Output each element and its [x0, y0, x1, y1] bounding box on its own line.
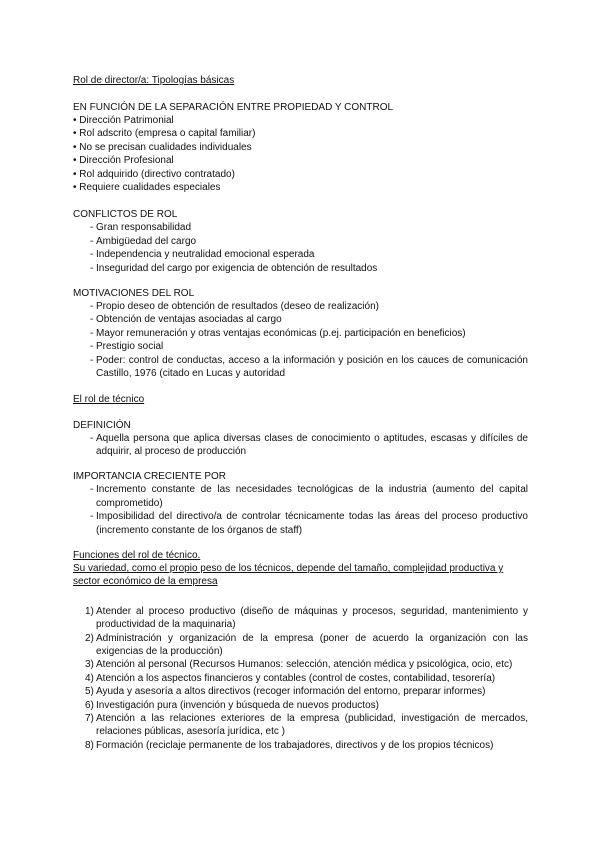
separacion-item: • No se precisan cualidades individuales	[73, 141, 252, 153]
definicion-list	[73, 432, 528, 459]
list-item	[73, 327, 528, 340]
list-item	[73, 632, 528, 659]
document-page	[73, 74, 528, 752]
separacion-item: • Rol adquirido (directivo contratado)	[73, 168, 235, 180]
list-item-text: Ambigüedad del cargo	[96, 235, 197, 247]
dash-marker: -	[90, 301, 94, 313]
list-item	[73, 235, 528, 248]
list-item	[73, 262, 528, 275]
funciones-heading: Funciones del rol de técnico.	[73, 549, 201, 561]
list-item	[73, 699, 528, 712]
list-item	[73, 354, 528, 381]
conflictos-section	[73, 208, 528, 275]
section-title-tecnico: El rol de técnico	[73, 393, 145, 405]
funciones-section	[73, 549, 528, 752]
separacion-item: • Dirección Patrimonial	[73, 115, 174, 126]
list-item	[73, 248, 528, 261]
list-item-text: Incremento constante de las necesidades tecnológicas de la industria (aumento del capital comprometido)	[96, 484, 528, 509]
list-item-text: Ayuda y asesoría a altos directivos (recoger información del entorno, preparar informes)	[96, 686, 486, 698]
separacion-item: • Requiere cualidades especiales	[73, 182, 221, 194]
list-item	[73, 658, 528, 671]
list-item-text: Propio deseo de obtención de resultados (deseo de realización)	[96, 301, 379, 313]
motivaciones-list	[73, 300, 528, 380]
list-number: 7)	[85, 713, 94, 724]
importancia-section	[73, 470, 528, 537]
list-item	[73, 510, 528, 537]
separacion-heading: EN FUNCIÓN DE LA SEPARACIÓN ENTRE PROPIEDAD Y CONTROL	[73, 102, 394, 113]
list-item-text: Imposibilidad del directivo/a de controlar técnicamente todas las áreas del proceso productivo (incremento constante de los órganos de staff)	[96, 511, 528, 536]
list-item-text: Atención a los aspectos financieros y contables (control de costes, contabilidad, tesorería)	[96, 672, 496, 684]
definicion-heading: DEFINICIÓN	[73, 419, 131, 431]
importancia-list	[73, 483, 528, 537]
list-item	[73, 340, 528, 353]
list-item	[73, 685, 528, 698]
list-number: 3)	[85, 659, 94, 671]
list-item	[73, 483, 528, 510]
dash-marker: -	[90, 262, 94, 274]
motivaciones-heading: MOTIVACIONES DEL ROL	[73, 288, 195, 300]
list-item	[73, 712, 528, 739]
list-item-text: Atender al proceso productivo (diseño de máquinas y procesos, seguridad, mantenimiento y productividad de la maquinaria)	[96, 605, 528, 631]
dash-marker: -	[90, 354, 94, 366]
funciones-list	[73, 605, 528, 752]
dash-marker: -	[90, 341, 94, 353]
list-item	[73, 300, 528, 313]
dash-marker: -	[90, 432, 94, 444]
list-item	[73, 313, 528, 326]
list-item-text: Obtención de ventajas asociadas al cargo	[96, 314, 282, 326]
dash-marker: -	[90, 222, 94, 234]
separacion-item: • Rol adscrito (empresa o capital familiar)	[73, 128, 256, 140]
dash-marker: -	[90, 314, 94, 326]
funciones-subheading: Su variedad, como el propio peso de los técnicos, depende del tamaño, complejidad productiva y sector económico de la empresa	[73, 562, 504, 588]
list-item-text: Formación (reciclaje permanente de los trabajadores, directivos y de los propios técnicos)	[96, 739, 494, 751]
conflictos-heading: CONFLICTOS DE ROL	[73, 209, 178, 221]
list-item-text: Inseguridad del cargo por exigencia de obtención de resultados	[96, 262, 378, 274]
dash-marker: -	[90, 327, 94, 339]
definicion-section	[73, 419, 528, 459]
list-item-text: Prestigio social	[96, 341, 164, 353]
list-number: 6)	[85, 699, 94, 711]
conflictos-list	[73, 221, 528, 275]
motivaciones-section	[73, 287, 528, 380]
section-title-director: Rol de director/a: Tipologías básicas	[73, 75, 235, 86]
list-item-text: Gran responsabilidad	[96, 222, 192, 234]
list-item-text: Independencia y neutralidad emocional esperada	[96, 249, 315, 261]
list-item-text: Investigación pura (invención y búsqueda de nuevos productos)	[96, 699, 379, 711]
list-item	[73, 672, 528, 685]
list-item-text: Administración y organización de la empresa (poner de acuerdo la organización con las exigencias de la producción)	[96, 632, 528, 657]
list-number: 1)	[85, 605, 94, 617]
list-item	[73, 432, 528, 459]
list-item-text: Poder: control de conductas, acceso a la información y posición en los cauces de comunicación Castillo, 1976 (citado en Lucas y autoridad	[96, 354, 528, 380]
separacion-section	[73, 101, 528, 194]
list-number: 2)	[85, 632, 94, 644]
importancia-heading: IMPORTANCIA CRECIENTE POR	[73, 471, 226, 483]
separacion-item: • Dirección Profesional	[73, 155, 174, 167]
list-number: 4)	[85, 672, 94, 684]
list-item	[73, 605, 528, 632]
list-item	[73, 739, 528, 752]
list-number: 8)	[85, 739, 94, 751]
dash-marker: -	[90, 511, 94, 523]
dash-marker: -	[90, 484, 94, 496]
dash-marker: -	[90, 249, 94, 261]
list-item-text: Atención a las relaciones exteriores de la empresa (publicidad, investigación de mercados, relaciones públicas, asesoría jurídica, etc )	[96, 713, 528, 738]
list-item	[73, 221, 528, 234]
list-item-text: Atención al personal (Recursos Humanos: selección, atención médica y psicológica, ocio, etc)	[96, 659, 513, 671]
list-item-text: Aquella persona que aplica diversas clases de conocimiento o aptitudes, escasas y difíciles de adquirir, al proceso de producción	[96, 432, 528, 457]
dash-marker: -	[90, 235, 94, 247]
list-item-text: Mayor remuneración y otras ventajas económicas (p.ej. participación en beneficios)	[96, 327, 466, 339]
list-number: 5)	[85, 686, 94, 698]
